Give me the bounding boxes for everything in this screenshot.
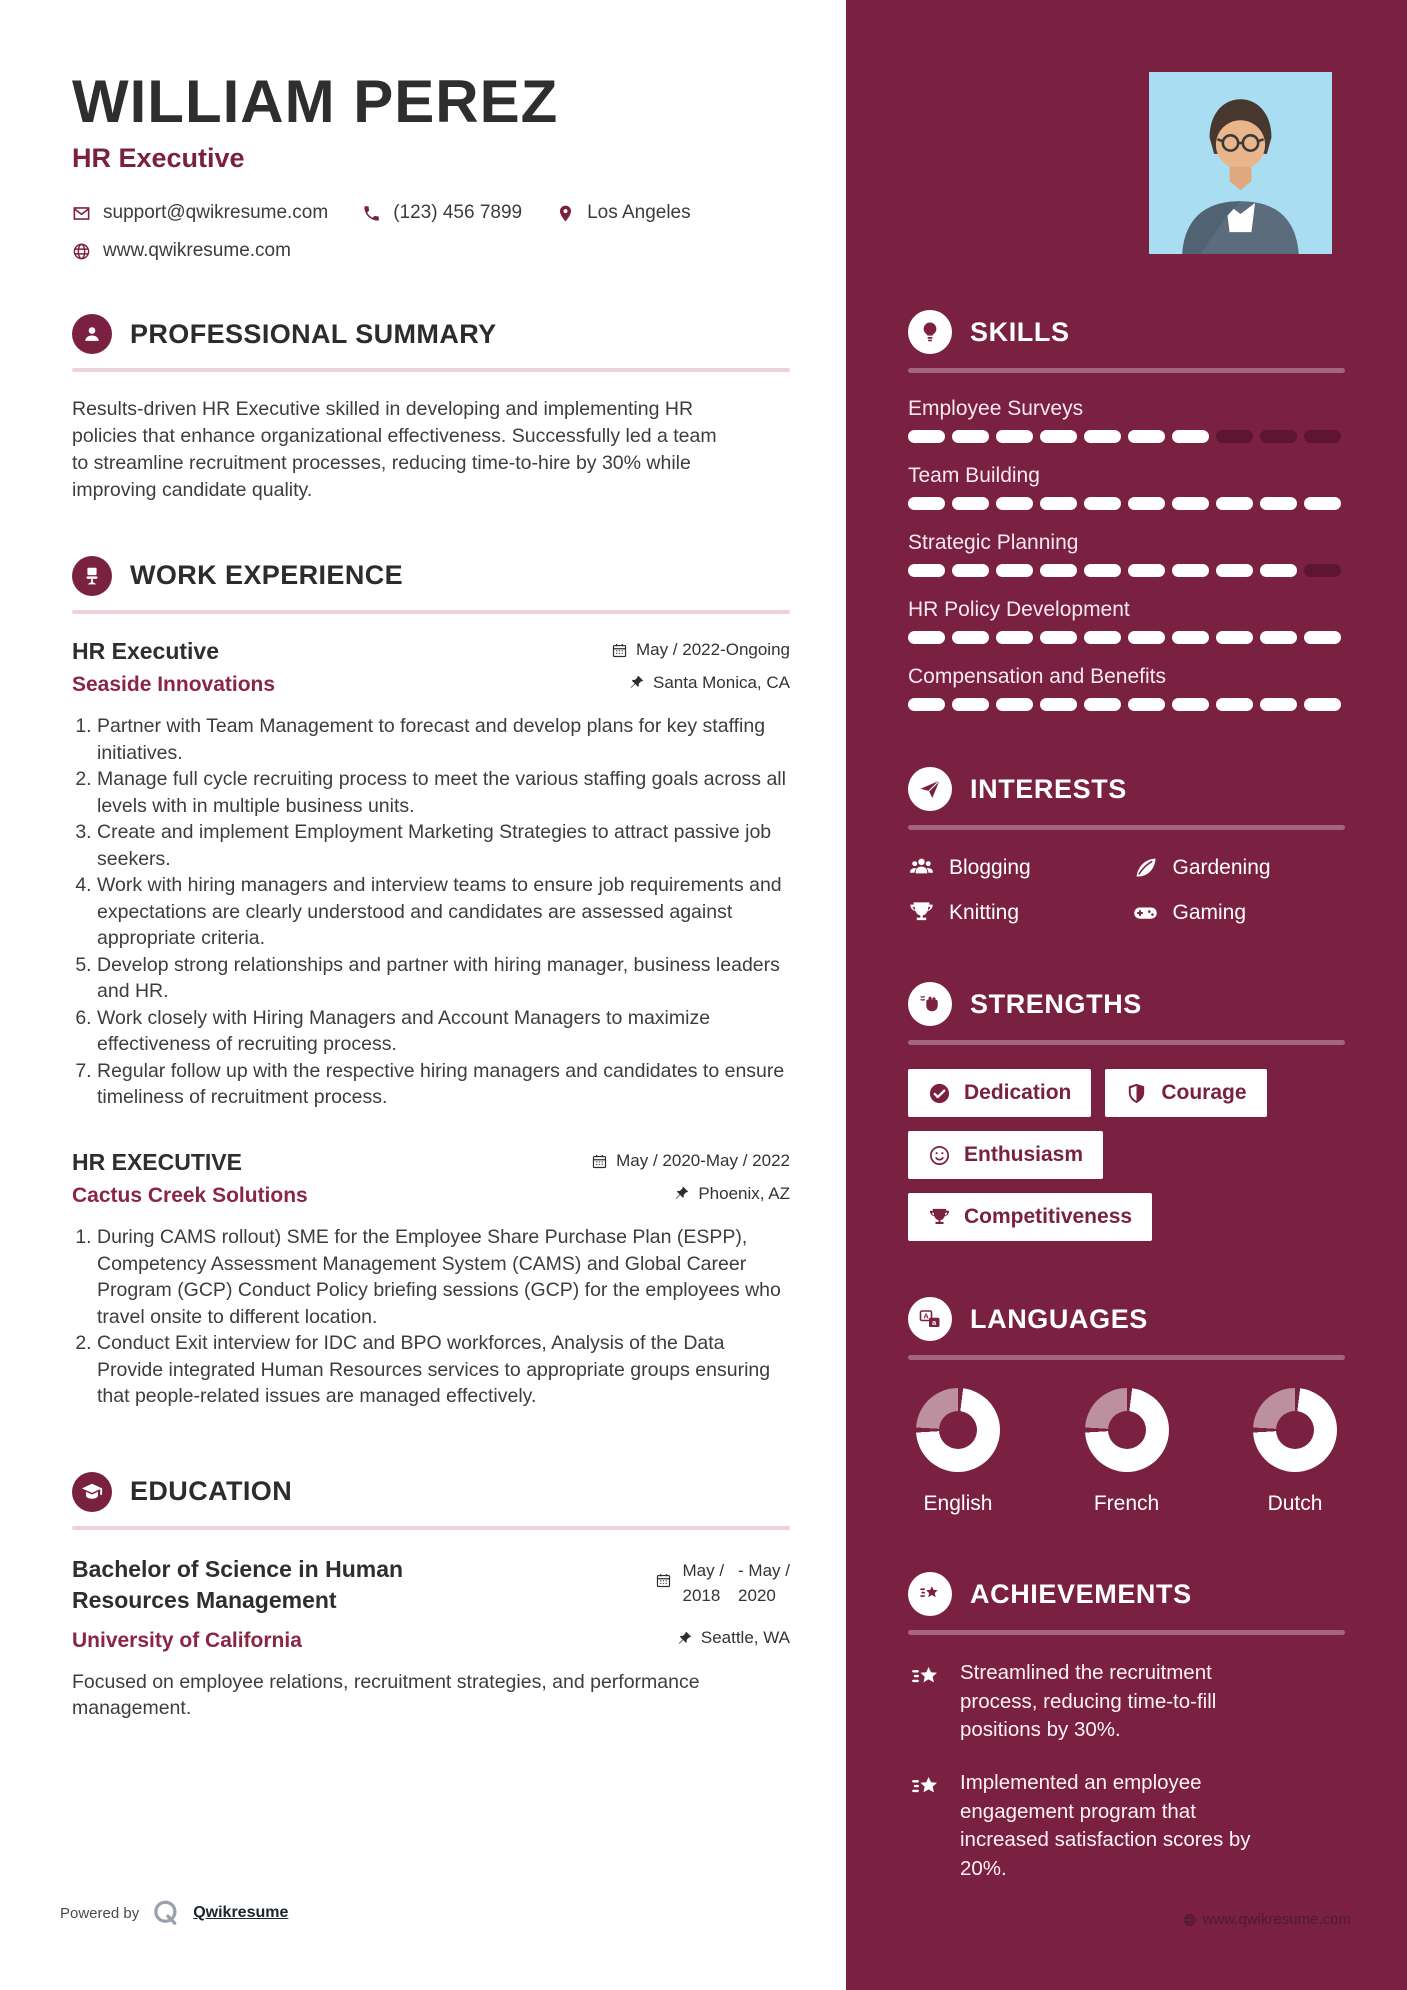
skill-dash bbox=[1128, 430, 1165, 443]
skill-dash bbox=[996, 564, 1033, 577]
interest-item bbox=[1132, 899, 1346, 926]
language-item bbox=[1253, 1388, 1337, 1516]
language-donut-chart bbox=[1085, 1388, 1169, 1472]
skill-dash bbox=[996, 430, 1033, 443]
skill-dash bbox=[1172, 631, 1209, 644]
qwikresume-link[interactable]: Qwikresume bbox=[193, 1904, 289, 1921]
skill-name: HR Policy Development bbox=[908, 598, 1130, 621]
job-list bbox=[72, 638, 790, 1410]
skill-dash bbox=[1260, 564, 1297, 577]
calendar-icon bbox=[611, 642, 628, 659]
skill-name: Compensation and Benefits bbox=[908, 665, 1166, 688]
person-job-title: HR Executive bbox=[72, 143, 245, 173]
contact-text: Los Angeles bbox=[587, 202, 691, 223]
skill-level-bar bbox=[908, 698, 1345, 711]
globe-icon bbox=[1183, 1913, 1197, 1927]
skill-dash bbox=[908, 564, 945, 577]
contact-item bbox=[72, 240, 291, 262]
education-section bbox=[72, 1472, 790, 1722]
skill-dash bbox=[1128, 698, 1165, 711]
skill-dash bbox=[1128, 564, 1165, 577]
achievement-item bbox=[908, 1659, 1345, 1745]
skill-dash bbox=[1304, 564, 1341, 577]
shooting-star-icon bbox=[908, 1661, 944, 1695]
skill-dash bbox=[1216, 564, 1253, 577]
strength-chip bbox=[908, 1193, 1152, 1241]
education-location-text: Seattle, WA bbox=[700, 1628, 790, 1648]
powered-by-label: Powered by bbox=[60, 1904, 140, 1922]
skill-dash bbox=[1172, 497, 1209, 510]
phone-icon bbox=[362, 204, 381, 223]
achievement-text: Streamlined the recruitment process, reducing time-to-fill positions by 30%. bbox=[960, 1661, 1217, 1742]
person-name: WILLIAM PEREZ bbox=[72, 68, 559, 135]
summary-section bbox=[72, 314, 790, 504]
pushpin-icon bbox=[628, 674, 645, 691]
strength-label: Competitiveness bbox=[964, 1205, 1133, 1228]
section-divider bbox=[908, 1355, 1345, 1360]
job-date-text: May / 2020-May / 2022 bbox=[616, 1151, 790, 1171]
achievement-list bbox=[908, 1659, 1345, 1884]
interest-label: Gaming bbox=[1172, 900, 1247, 924]
language-label: Dutch bbox=[1267, 1492, 1323, 1515]
skill-dash bbox=[1040, 430, 1077, 443]
strengths-section-header bbox=[908, 982, 1345, 1026]
job-date-text: May / 2022-Ongoing bbox=[635, 640, 790, 660]
contact-text: www.qwikresume.com bbox=[103, 240, 291, 261]
qwikresume-logo-icon bbox=[151, 1898, 181, 1928]
education-location bbox=[676, 1628, 790, 1648]
strength-list bbox=[908, 1069, 1345, 1241]
section-divider bbox=[908, 1040, 1345, 1045]
skill-level-bar bbox=[908, 564, 1345, 577]
skill-dash bbox=[908, 497, 945, 510]
achievements-heading: ACHIEVEMENTS bbox=[970, 1578, 1192, 1609]
watermark-text: www.qwikresume.com bbox=[1202, 1911, 1351, 1928]
section-divider bbox=[72, 368, 790, 372]
interest-label: Blogging bbox=[949, 855, 1031, 879]
svg-text:a: a bbox=[932, 1317, 937, 1327]
shooting-star-icon bbox=[908, 1572, 952, 1616]
skill-item bbox=[908, 531, 1345, 577]
job-title: HR EXECUTIVE bbox=[72, 1148, 242, 1175]
contact-text: support@qwikresume.com bbox=[103, 202, 329, 223]
interest-list bbox=[908, 854, 1345, 926]
profile-photo-illustration bbox=[1149, 72, 1332, 254]
strength-label: Enthusiasm bbox=[964, 1143, 1084, 1166]
contact-list bbox=[72, 202, 772, 262]
skill-dash bbox=[1084, 698, 1121, 711]
education-date-from-month: May / bbox=[682, 1560, 725, 1580]
section-divider bbox=[72, 610, 790, 614]
skill-dash bbox=[952, 631, 989, 644]
check-circle-icon bbox=[928, 1082, 951, 1105]
job-location bbox=[628, 673, 790, 693]
users-icon bbox=[908, 854, 935, 881]
skill-item bbox=[908, 598, 1345, 644]
pin-icon bbox=[556, 204, 575, 223]
interest-label: Knitting bbox=[949, 900, 1020, 924]
job-company: Seaside Innovations bbox=[72, 673, 276, 697]
strengths-section bbox=[908, 982, 1345, 1241]
skill-dash bbox=[1216, 698, 1253, 711]
job-location-text: Santa Monica, CA bbox=[652, 672, 790, 692]
skill-dash bbox=[1260, 631, 1297, 644]
skill-level-bar bbox=[908, 497, 1345, 510]
skill-dash bbox=[996, 698, 1033, 711]
globe-icon bbox=[72, 242, 91, 261]
education-degree: Bachelor of Science in Human Resources Management bbox=[72, 1555, 404, 1614]
experience-section-header bbox=[72, 556, 790, 596]
skill-dash bbox=[1304, 631, 1341, 644]
language-label: English bbox=[923, 1492, 993, 1515]
experience-heading: WORK EXPERIENCE bbox=[130, 560, 404, 591]
mail-icon bbox=[72, 204, 91, 223]
skill-dash bbox=[1216, 497, 1253, 510]
skill-item bbox=[908, 464, 1345, 510]
smile-icon bbox=[928, 1144, 951, 1167]
language-label: French bbox=[1093, 1492, 1160, 1515]
experience-section bbox=[72, 556, 790, 1410]
skill-dash bbox=[1304, 430, 1341, 443]
watermark bbox=[1183, 1911, 1351, 1928]
skill-dash bbox=[1304, 698, 1341, 711]
skill-dash bbox=[1128, 497, 1165, 510]
pushpin-icon bbox=[676, 1630, 693, 1647]
office-chair-icon bbox=[72, 556, 112, 596]
job-location-text: Phoenix, AZ bbox=[698, 1183, 790, 1203]
contact-item bbox=[556, 202, 691, 224]
sidebar bbox=[846, 0, 1407, 1990]
skill-item bbox=[908, 665, 1345, 711]
education-date-to-year: 2020 bbox=[738, 1586, 776, 1606]
strength-chip bbox=[908, 1069, 1091, 1117]
trophy-icon bbox=[928, 1206, 951, 1229]
skill-dash bbox=[1304, 497, 1341, 510]
skill-list bbox=[908, 397, 1345, 711]
shooting-star-icon bbox=[908, 1771, 944, 1805]
job-bullet: 2. Conduct Exit interview for IDC and BPO workforces, Analysis of the Data Provide integrated Human Resources services to appropriate groups ensuring that people-related issues are managed effectively. bbox=[97, 1330, 787, 1410]
job-date bbox=[591, 1151, 790, 1171]
skill-dash bbox=[1084, 631, 1121, 644]
interests-section-header bbox=[908, 767, 1345, 811]
job-entry bbox=[72, 638, 790, 1111]
skill-item bbox=[908, 397, 1345, 443]
job-bullet: 5. Develop strong relationships and partner with hiring manager, business leaders and HR. bbox=[97, 952, 787, 1005]
achievements-section-header bbox=[908, 1572, 1345, 1616]
lightbulb-icon bbox=[908, 310, 952, 354]
section-divider bbox=[908, 825, 1345, 830]
strengths-heading: STRENGTHS bbox=[970, 988, 1142, 1019]
skill-dash bbox=[952, 430, 989, 443]
job-title: HR Executive bbox=[72, 637, 220, 664]
gamepad-icon bbox=[1132, 899, 1159, 926]
language-item bbox=[1085, 1388, 1169, 1516]
job-bullet: 4. Work with hiring managers and interview teams to ensure job requirements and expectations are clearly understood and candidates are assessed against appropriate criteria. bbox=[97, 872, 787, 952]
skill-dash bbox=[1128, 631, 1165, 644]
contact-item bbox=[362, 202, 522, 224]
job-bullet: 2. Manage full cycle recruiting process to meet the various staffing goals across all levels with in multiple business units. bbox=[97, 766, 787, 819]
education-section-header bbox=[72, 1472, 790, 1512]
skill-name: Strategic Planning bbox=[908, 531, 1079, 554]
achievements-section bbox=[908, 1572, 1345, 1884]
skill-dash bbox=[952, 564, 989, 577]
languages-heading: LANGUAGES bbox=[970, 1303, 1148, 1334]
job-bullet: 3. Create and implement Employment Marketing Strategies to attract passive job seekers. bbox=[97, 819, 787, 872]
skill-dash bbox=[1084, 497, 1121, 510]
skill-dash bbox=[1260, 430, 1297, 443]
education-school: University of California bbox=[72, 1628, 302, 1652]
summary-text: Results-driven HR Executive skilled in developing and implementing HR policies that enhance organizational effectiveness. Successfully led a team to streamline recruitment processes, reducing time-to-hire by 30% while improving candidate quality. bbox=[72, 398, 717, 501]
skill-dash bbox=[1172, 430, 1209, 443]
skill-dash bbox=[996, 631, 1033, 644]
user-icon bbox=[72, 314, 112, 354]
achievement-text: Implemented an employee engagement program that increased satisfaction scores by 20%. bbox=[960, 1771, 1251, 1881]
leaf-icon bbox=[1132, 854, 1159, 881]
strength-chip bbox=[1105, 1069, 1266, 1117]
job-company: Cactus Creek Solutions bbox=[72, 1184, 308, 1208]
education-description: Focused on employee relations, recruitment strategies, and performance management. bbox=[72, 1670, 700, 1720]
pushpin-icon bbox=[673, 1185, 690, 1202]
skill-dash bbox=[1216, 631, 1253, 644]
translate-icon bbox=[908, 1297, 952, 1341]
job-bullet-list bbox=[72, 713, 787, 1111]
skill-level-bar bbox=[908, 631, 1345, 644]
interest-label: Gardening bbox=[1172, 855, 1271, 879]
skill-dash bbox=[1260, 698, 1297, 711]
skill-dash bbox=[1172, 564, 1209, 577]
skill-dash bbox=[1040, 631, 1077, 644]
education-date-to-month: - May / bbox=[738, 1560, 790, 1580]
interests-section bbox=[908, 767, 1345, 926]
languages-section-header bbox=[908, 1297, 1345, 1341]
skill-dash bbox=[1172, 698, 1209, 711]
job-bullet: 1. During CAMS rollout) SME for the Employee Share Purchase Plan (ESPP), Competency Assessment Management System (CAMS) and Global Career Program (GCP) Conduct Policy briefing sessions (GCP) for the employees who travel onsite to different location. bbox=[97, 1224, 787, 1330]
fist-icon bbox=[908, 982, 952, 1026]
achievement-item bbox=[908, 1769, 1345, 1884]
job-location bbox=[673, 1184, 790, 1204]
job-entry bbox=[72, 1149, 790, 1410]
skill-dash bbox=[908, 430, 945, 443]
skill-dash bbox=[1040, 497, 1077, 510]
interest-item bbox=[908, 899, 1122, 926]
skill-name: Team Building bbox=[908, 464, 1040, 487]
skill-dash bbox=[1216, 430, 1253, 443]
profile-photo bbox=[1149, 72, 1332, 254]
strength-label: Dedication bbox=[964, 1081, 1072, 1104]
education-date-from-year: 2018 bbox=[682, 1586, 721, 1606]
section-divider bbox=[908, 368, 1345, 373]
language-item bbox=[916, 1388, 1000, 1516]
shield-icon bbox=[1125, 1082, 1148, 1105]
svg-text:A: A bbox=[923, 1311, 929, 1321]
contact-text: (123) 456 7899 bbox=[393, 202, 523, 223]
skills-heading: SKILLS bbox=[970, 316, 1070, 347]
skills-section bbox=[908, 310, 1345, 711]
paper-plane-icon bbox=[908, 767, 952, 811]
skill-dash bbox=[908, 631, 945, 644]
skill-dash bbox=[952, 698, 989, 711]
skills-section-header bbox=[908, 310, 1345, 354]
job-date bbox=[611, 640, 790, 660]
summary-section-header bbox=[72, 314, 790, 354]
footer bbox=[60, 1898, 288, 1928]
interest-item bbox=[908, 854, 1122, 881]
skill-dash bbox=[952, 497, 989, 510]
language-donut-chart bbox=[916, 1388, 1000, 1472]
skill-dash bbox=[1260, 497, 1297, 510]
trophy-icon bbox=[908, 899, 935, 926]
education-heading: EDUCATION bbox=[130, 1476, 293, 1507]
section-divider bbox=[72, 1526, 790, 1530]
language-donut-chart bbox=[1253, 1388, 1337, 1472]
strength-chip bbox=[908, 1131, 1103, 1179]
job-bullet-list bbox=[72, 1224, 787, 1410]
strength-label: Courage bbox=[1161, 1081, 1247, 1104]
skill-dash bbox=[908, 698, 945, 711]
skill-level-bar bbox=[908, 430, 1345, 443]
summary-heading: PROFESSIONAL SUMMARY bbox=[130, 318, 497, 349]
section-divider bbox=[908, 1630, 1345, 1635]
job-bullet: 7. Regular follow up with the respective hiring managers and candidates to ensure timeliness of recruitment process. bbox=[97, 1058, 787, 1111]
language-list bbox=[908, 1384, 1345, 1516]
interests-heading: INTERESTS bbox=[970, 773, 1127, 804]
skill-dash bbox=[1084, 564, 1121, 577]
job-bullet: 6. Work closely with Hiring Managers and Account Managers to maximize effectiveness of recruiting process. bbox=[97, 1005, 787, 1058]
skill-dash bbox=[1040, 698, 1077, 711]
languages-section bbox=[908, 1297, 1345, 1516]
interest-item bbox=[1132, 854, 1346, 881]
graduation-cap-icon bbox=[72, 1472, 112, 1512]
calendar-icon bbox=[655, 1572, 672, 1589]
skill-dash bbox=[1040, 564, 1077, 577]
skill-name: Employee Surveys bbox=[908, 397, 1084, 420]
education-date bbox=[655, 1558, 790, 1616]
calendar-icon bbox=[591, 1153, 608, 1170]
skill-dash bbox=[1084, 430, 1121, 443]
contact-item bbox=[72, 202, 328, 224]
skill-dash bbox=[996, 497, 1033, 510]
job-bullet: 1. Partner with Team Management to forecast and develop plans for key staffing initiatives. bbox=[97, 713, 787, 766]
